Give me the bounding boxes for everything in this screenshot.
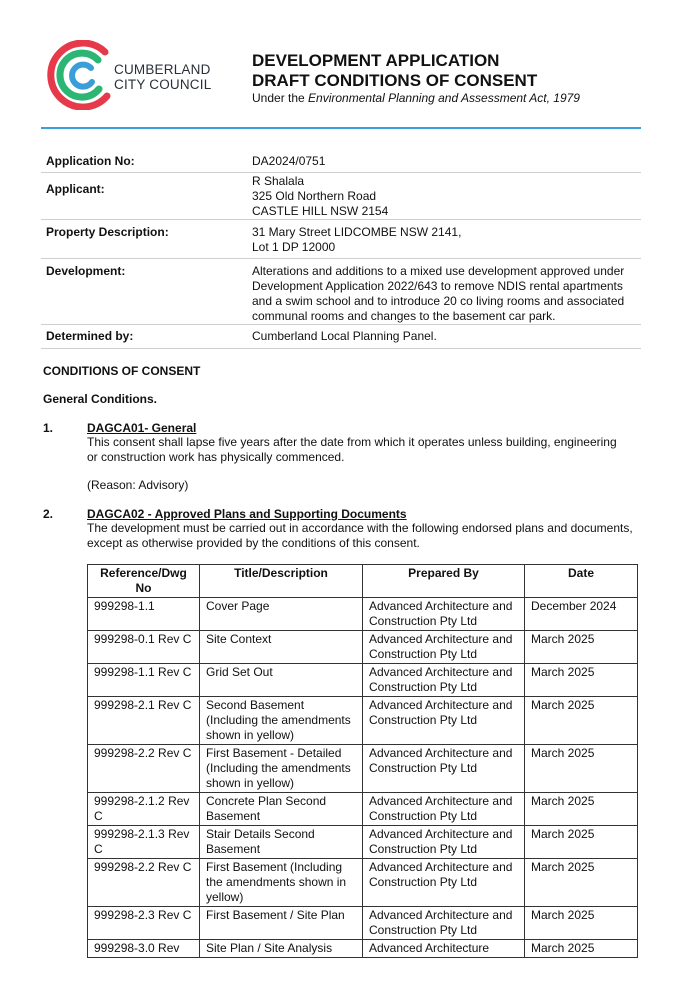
table-cell: First Basement (Including the amendments shown in yellow) — [200, 859, 363, 907]
info-divider — [41, 348, 641, 349]
header-divider — [41, 127, 641, 129]
condition-number: 1. — [43, 421, 54, 435]
info-divider — [41, 324, 641, 325]
condition-text-line: The development must be carried out in accordance with the following endorsed plans and documents, — [87, 521, 633, 535]
table-cell: March 2025 — [525, 793, 638, 826]
applicant-value — [252, 174, 388, 219]
table-row — [88, 826, 638, 859]
table-cell: 999298-3.0 Rev — [88, 940, 200, 958]
condition-text — [87, 435, 657, 465]
table-cell: Advanced Architecture and Construction Pty Ltd — [363, 826, 525, 859]
condition-text-line: or construction work has physically commenced. — [87, 450, 345, 464]
column-header: Reference/Dwg No — [88, 565, 200, 598]
table-cell: Advanced Architecture and Construction Pty Ltd — [363, 745, 525, 793]
condition-text — [87, 521, 657, 551]
council-logo-icon — [47, 40, 117, 110]
table-cell: 999298-2.2 Rev C — [88, 745, 200, 793]
council-name-line2: CITY COUNCIL — [114, 77, 212, 92]
info-divider — [41, 219, 641, 220]
table-cell: 999298-1.1 Rev C — [88, 664, 200, 697]
table-cell: 999298-2.1.3 Rev C — [88, 826, 200, 859]
council-name-line1: CUMBERLAND — [114, 62, 211, 77]
table-cell: March 2025 — [525, 664, 638, 697]
table-body — [88, 598, 638, 958]
approved-plans-table — [87, 564, 638, 958]
document-title — [252, 51, 537, 91]
table-cell: March 2025 — [525, 907, 638, 940]
development-line: and a swim school and to introduce 20 co living rooms and associated — [252, 294, 625, 308]
table-cell: December 2024 — [525, 598, 638, 631]
table-cell: First Basement / Site Plan — [200, 907, 363, 940]
table-cell: Advanced Architecture and Construction Pty Ltd — [363, 664, 525, 697]
applicant-label: Applicant: — [46, 182, 105, 196]
property-value — [252, 225, 461, 255]
subtitle-prefix: Under the — [252, 91, 309, 105]
info-divider — [41, 172, 641, 173]
column-header: Prepared By — [363, 565, 525, 598]
applicant-line: CASTLE HILL NSW 2154 — [252, 204, 389, 218]
table-cell: March 2025 — [525, 826, 638, 859]
table-cell: First Basement - Detailed (Including the amendments shown in yellow) — [200, 745, 363, 793]
determined-by-label: Determined by: — [46, 329, 134, 343]
table-row — [88, 631, 638, 664]
application-no-value: DA2024/0751 — [252, 154, 326, 168]
title-line-1: DEVELOPMENT APPLICATION — [252, 51, 500, 70]
document-subtitle — [252, 91, 580, 105]
column-header: Date — [525, 565, 638, 598]
conditions-heading: CONDITIONS OF CONSENT — [43, 364, 201, 378]
table-cell: Site Context — [200, 631, 363, 664]
table-cell: Advanced Architecture and Construction Pty Ltd — [363, 859, 525, 907]
table-cell: 999298-2.1.2 Rev C — [88, 793, 200, 826]
table-cell: Grid Set Out — [200, 664, 363, 697]
development-line: Development Application 2022/643 to remove NDIS rental apartments — [252, 279, 623, 293]
table-cell: March 2025 — [525, 631, 638, 664]
table-cell: Cover Page — [200, 598, 363, 631]
development-value — [252, 264, 624, 324]
development-line: Alterations and additions to a mixed use development approved under — [252, 264, 625, 278]
condition-title: DAGCA01- General — [87, 421, 197, 435]
table-row — [88, 907, 638, 940]
table-cell: March 2025 — [525, 859, 638, 907]
info-divider — [41, 258, 641, 259]
table-row — [88, 793, 638, 826]
development-label: Development: — [46, 264, 126, 278]
table-cell: March 2025 — [525, 940, 638, 958]
property-line: Lot 1 DP 12000 — [252, 240, 336, 254]
table-row — [88, 859, 638, 907]
condition-reason: (Reason: Advisory) — [87, 478, 189, 492]
table-cell: 999298-2.3 Rev C — [88, 907, 200, 940]
applicant-line: 325 Old Northern Road — [252, 189, 377, 203]
condition-text-line: This consent shall lapse five years after the date from which it operates unless building, engineering — [87, 435, 617, 449]
application-no-label: Application No: — [46, 154, 135, 168]
condition-number: 2. — [43, 507, 54, 521]
table-cell: March 2025 — [525, 745, 638, 793]
table-row — [88, 598, 638, 631]
column-header: Title/Description — [200, 565, 363, 598]
table-cell: 999298-1.1 — [88, 598, 200, 631]
table-cell: Site Plan / Site Analysis — [200, 940, 363, 958]
table-row — [88, 697, 638, 745]
development-line: communal rooms and changes to the basement car park. — [252, 309, 556, 323]
table-row — [88, 664, 638, 697]
condition-text-line: except as otherwise provided by the conditions of this consent. — [87, 536, 420, 550]
table-cell: March 2025 — [525, 697, 638, 745]
council-name — [114, 62, 211, 92]
table-cell: Advanced Architecture and Construction Pty Ltd — [363, 697, 525, 745]
table-cell: Stair Details Second Basement — [200, 826, 363, 859]
general-conditions-heading: General Conditions. — [43, 392, 158, 406]
table-cell: Advanced Architecture and Construction Pty Ltd — [363, 598, 525, 631]
title-line-2: DRAFT CONDITIONS OF CONSENT — [252, 71, 538, 90]
table-row — [88, 940, 638, 958]
table-cell: Concrete Plan Second Basement — [200, 793, 363, 826]
determined-by-value: Cumberland Local Planning Panel. — [252, 329, 437, 343]
subtitle-act: Environmental Planning and Assessment Act, 1979 — [308, 91, 580, 105]
table-cell: Advanced Architecture and Construction Pty Ltd — [363, 631, 525, 664]
table-cell: Second Basement (Including the amendments shown in yellow) — [200, 697, 363, 745]
table-row — [88, 745, 638, 793]
table-cell: Advanced Architecture and Construction Pty Ltd — [363, 793, 525, 826]
table-cell: 999298-2.1 Rev C — [88, 697, 200, 745]
table-cell: Advanced Architecture — [363, 940, 525, 958]
table-cell: 999298-0.1 Rev C — [88, 631, 200, 664]
table-cell: 999298-2.2 Rev C — [88, 859, 200, 907]
table-cell: Advanced Architecture and Construction Pty Ltd — [363, 907, 525, 940]
applicant-line: R Shalala — [252, 174, 305, 188]
property-label: Property Description: — [46, 225, 169, 239]
condition-title: DAGCA02 - Approved Plans and Supporting Documents — [87, 507, 407, 521]
table-header-row — [88, 565, 638, 598]
property-line: 31 Mary Street LIDCOMBE NSW 2141, — [252, 225, 462, 239]
